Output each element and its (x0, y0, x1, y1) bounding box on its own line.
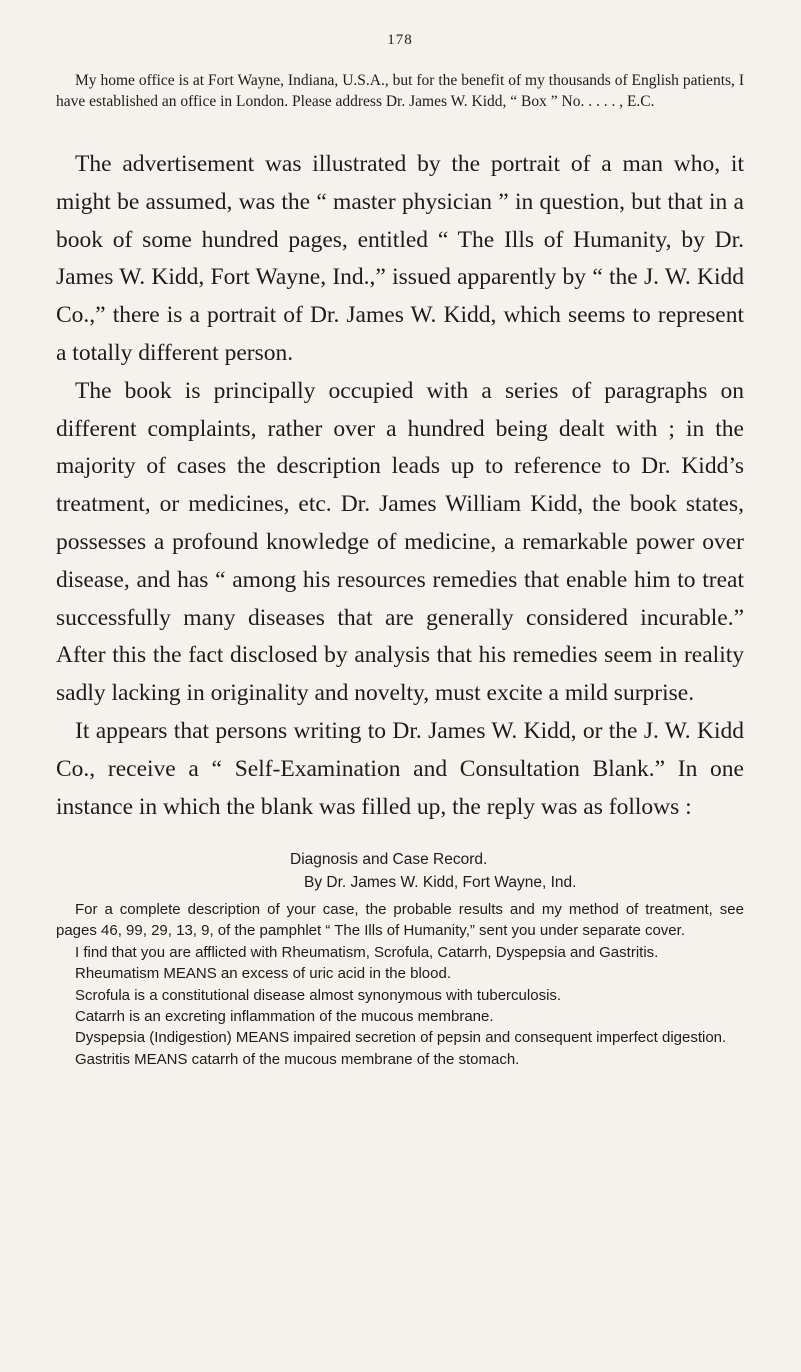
blank-body (56, 899, 744, 1070)
intro-paragraph: My home office is at Fort Wayne, Indiana, U.S.A., but for the benefit of my thousands of English patients, I have established an office in London. Please address Dr. James W. Kidd, “ Box ” No. . . . . , E.C. (56, 72, 744, 110)
body-paragraph: The advertisement was illustrated by the portrait of a man who, it might be assumed, was the “ master physician ” in question, but that in a book of some hundred pages, entitled “ The Ills of Humanity, by Dr. James W. Kidd, Fort Wayne, Ind.,” issued apparently by “ the J. W. Kidd Co.,” there is a portrait of Dr. James W. Kidd, which seems to represent a totally different person. (56, 151, 744, 366)
body-paragraph: The book is principally occupied with a series of paragraphs on different complaints, rather over a hundred being dealt with ; in the majority of cases the description leads up to reference to Dr. Kidd’s treatment, or medicines, etc. Dr. James William Kidd, the book states, possesses a profound knowledge of medicine, a remarkable power over disease, and has “ among his resources remedies that enable him to treat successfully many diseases that are generally considered incurable.” After this the fact disclosed by analysis that his remedies seem in reality sadly lacking in originality and novelty, must excite a mild surprise. (56, 377, 744, 707)
main-text (56, 146, 744, 826)
body-paragraph: It appears that persons writing to Dr. James W. Kidd, or the J. W. Kidd Co., receive a “ Self-Examination and Consultation Blank.” In one instance in which the blank was filled up, the reply was as follows : (56, 717, 744, 820)
blank-paragraph: I find that you are afflicted with Rheumatism, Scrofula, Catarrh, Dyspepsia and Gastritis. (75, 943, 659, 961)
page-number: 178 (387, 32, 413, 48)
blank-paragraph: Catarrh is an excreting inflammation of the mucous membrane. (75, 1008, 494, 1026)
blank-title: Diagnosis and Case Record. (290, 851, 488, 868)
blank-byline: By Dr. James W. Kidd, Fort Wayne, Ind. (304, 874, 577, 891)
blank-paragraph: Gastritis MEANS catarrh of the mucous membrane of the stomach. (75, 1050, 520, 1068)
diagnosis-blank (56, 849, 744, 1070)
blank-paragraph: Scrofula is a constitutional disease almost synonymous with tuberculosis. (75, 986, 562, 1004)
blank-paragraph: Rheumatism MEANS an excess of uric acid in the blood. (75, 965, 452, 983)
blank-paragraph: Dyspepsia (Indigestion) MEANS impaired secretion of pepsin and consequent imperfect digestion. (75, 1029, 727, 1047)
blank-paragraph: For a complete description of your case, the probable results and my method of treatment, see pages 46, 99, 29, 13, 9, of the pamphlet “ The Ills of Humanity,” sent you under separate cover. (56, 901, 744, 940)
